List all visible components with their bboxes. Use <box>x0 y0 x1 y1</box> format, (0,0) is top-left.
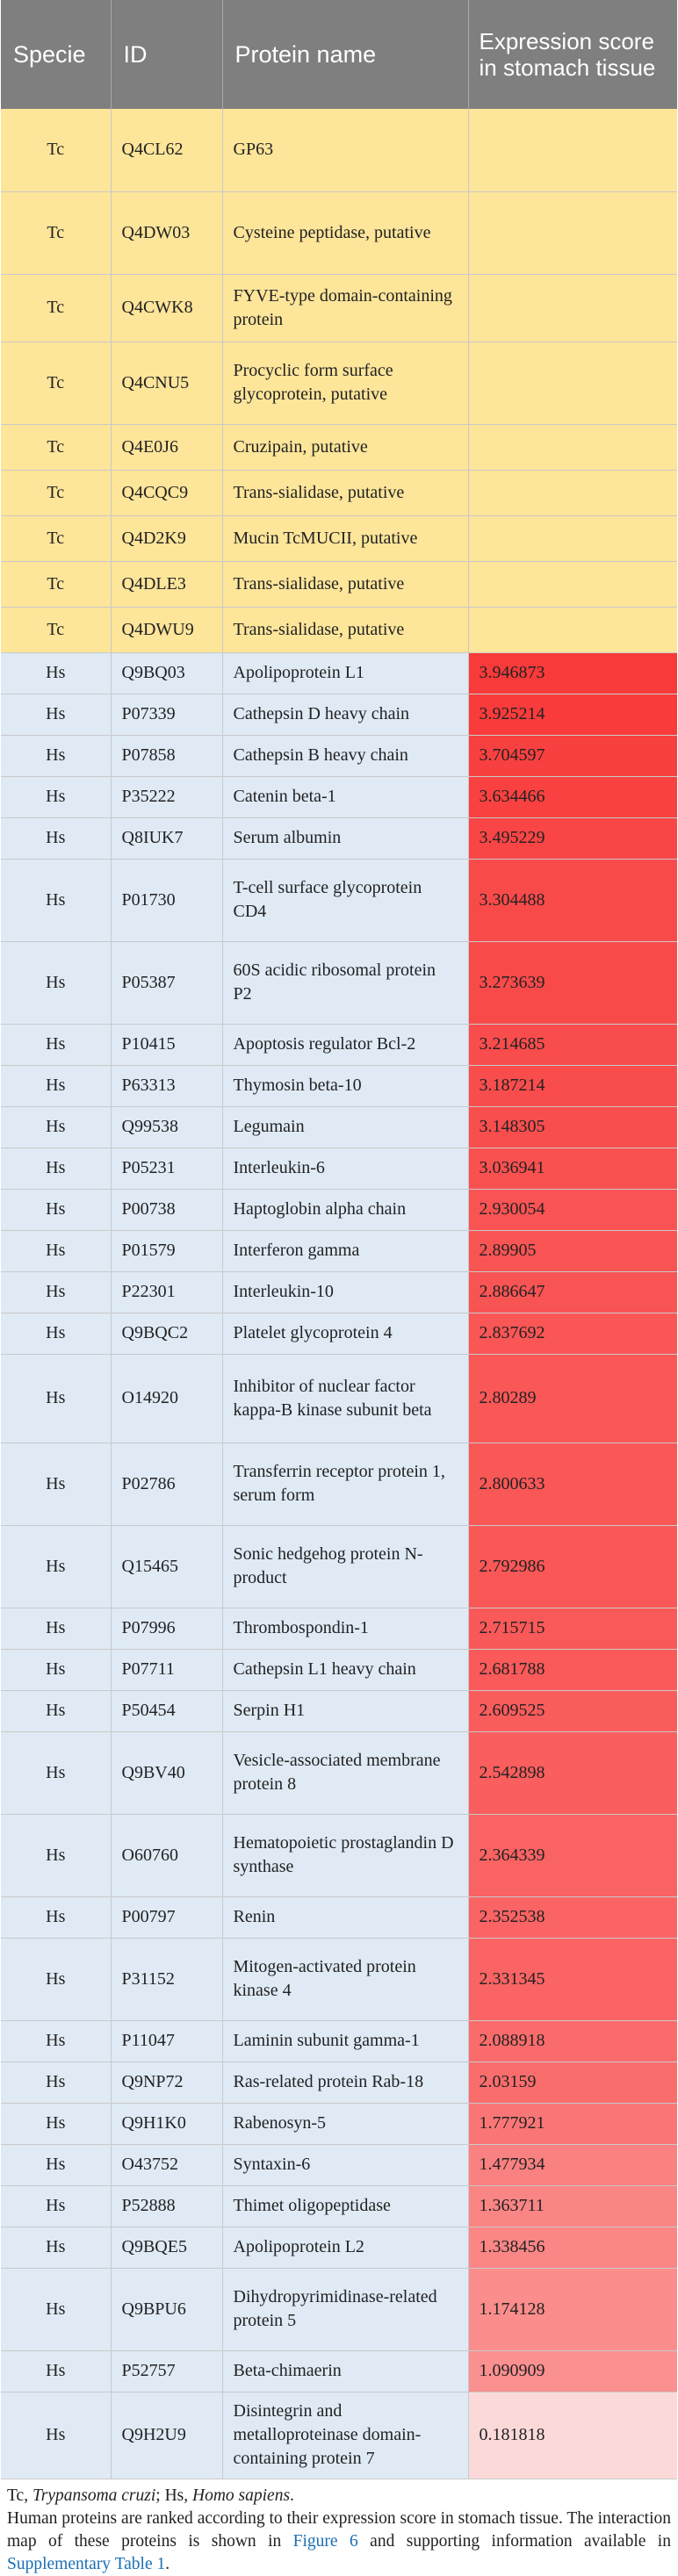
cell-protein-name: FYVE-type domain-containing protein <box>222 274 468 342</box>
cell-score: 1.338456 <box>468 2227 677 2268</box>
protein-table <box>1 0 677 2479</box>
cell-protein-name: Apoptosis regulator Bcl-2 <box>222 1024 468 1065</box>
cell-specie: Hs <box>1 2350 111 2392</box>
cell-id: O43752 <box>111 2144 222 2185</box>
table-body <box>1 109 677 2479</box>
cell-id: P22301 <box>111 1271 222 1313</box>
table-row <box>1 424 677 470</box>
cell-id: P50454 <box>111 1690 222 1731</box>
cell-id: Q9BPU6 <box>111 2268 222 2350</box>
cell-id: Q4CQC9 <box>111 470 222 515</box>
cell-protein-name: Inhibitor of nuclear factor kappa-B kinase subunit beta <box>222 1354 468 1443</box>
cell-protein-name: Thrombospondin-1 <box>222 1608 468 1649</box>
table-row <box>1 1106 677 1148</box>
cell-id: P01730 <box>111 859 222 941</box>
cell-protein-name: Disintegrin and metalloproteinase domain-containing protein 7 <box>222 2392 468 2479</box>
cell-score: 3.704597 <box>468 735 677 776</box>
cell-specie: Hs <box>1 1106 111 1148</box>
table-row <box>1 2185 677 2227</box>
table-row <box>1 2103 677 2144</box>
cell-protein-name: GP63 <box>222 109 468 191</box>
cell-score: 1.363711 <box>468 2185 677 2227</box>
cell-score: 2.80289 <box>468 1354 677 1443</box>
cell-id: Q4DWU9 <box>111 607 222 652</box>
table-row <box>1 776 677 817</box>
cell-protein-name: Beta-chimaerin <box>222 2350 468 2392</box>
cell-protein-name: T-cell surface glycoprotein CD4 <box>222 859 468 941</box>
cell-id: P02786 <box>111 1443 222 1525</box>
cell-specie: Hs <box>1 2392 111 2479</box>
table-row <box>1 470 677 515</box>
cell-protein-name: Legumain <box>222 1106 468 1148</box>
cell-protein-name: Trans-sialidase, putative <box>222 561 468 607</box>
cell-score <box>468 274 677 342</box>
table-row <box>1 2144 677 2185</box>
table-row <box>1 1354 677 1443</box>
cell-protein-name: Platelet glycoprotein 4 <box>222 1313 468 1354</box>
cell-id: P07711 <box>111 1649 222 1690</box>
cell-specie: Hs <box>1 859 111 941</box>
cell-specie: Hs <box>1 776 111 817</box>
cell-score <box>468 342 677 424</box>
cell-id: P63313 <box>111 1065 222 1106</box>
cell-protein-name: Syntaxin-6 <box>222 2144 468 2185</box>
cell-specie: Hs <box>1 1230 111 1271</box>
table-row <box>1 2020 677 2062</box>
cell-protein-name: Transferrin receptor protein 1, serum form <box>222 1443 468 1525</box>
cell-id: Q8IUK7 <box>111 817 222 859</box>
table-row <box>1 1443 677 1525</box>
cell-protein-name: Catenin beta-1 <box>222 776 468 817</box>
table-row <box>1 652 677 694</box>
cell-id: P07858 <box>111 735 222 776</box>
table-row <box>1 1065 677 1106</box>
cell-score: 3.925214 <box>468 694 677 735</box>
cell-score: 3.214685 <box>468 1024 677 1065</box>
cell-id: P07339 <box>111 694 222 735</box>
table-row <box>1 1608 677 1649</box>
header-expression-score: Expression score in stomach tissue <box>468 0 677 109</box>
table-row <box>1 191 677 274</box>
cell-score: 2.03159 <box>468 2062 677 2103</box>
cell-score: 3.273639 <box>468 941 677 1024</box>
caption-note: Human proteins are ranked according to their expression score in stomach tissue. The interaction map of these proteins is shown in Figure 6 and supporting information available in Supplementary Table 1. <box>7 2509 671 2573</box>
cell-protein-name: Serum albumin <box>222 817 468 859</box>
cell-id: Q4CWK8 <box>111 274 222 342</box>
table-row <box>1 1230 677 1271</box>
cell-specie: Hs <box>1 1271 111 1313</box>
cell-specie: Hs <box>1 2144 111 2185</box>
table-row <box>1 2062 677 2103</box>
cell-specie: Hs <box>1 2062 111 2103</box>
cell-id: P05231 <box>111 1148 222 1189</box>
cell-specie: Hs <box>1 1313 111 1354</box>
table-row <box>1 1731 677 1814</box>
cell-specie: Tc <box>1 342 111 424</box>
cell-specie: Tc <box>1 607 111 652</box>
cell-score: 2.800633 <box>468 1443 677 1525</box>
cell-specie: Hs <box>1 817 111 859</box>
cell-protein-name: Interleukin-10 <box>222 1271 468 1313</box>
cell-specie: Hs <box>1 1938 111 2020</box>
cell-protein-name: Cysteine peptidase, putative <box>222 191 468 274</box>
cell-protein-name: Apolipoprotein L1 <box>222 652 468 694</box>
cell-specie: Hs <box>1 2268 111 2350</box>
cell-protein-name: Thimet oligopeptidase <box>222 2185 468 2227</box>
cell-specie: Hs <box>1 1065 111 1106</box>
cell-id: Q9BQE5 <box>111 2227 222 2268</box>
cell-protein-name: Cathepsin B heavy chain <box>222 735 468 776</box>
cell-score <box>468 515 677 561</box>
cell-protein-name: Ras-related protein Rab-18 <box>222 2062 468 2103</box>
cell-score: 2.542898 <box>468 1731 677 1814</box>
cell-id: P52757 <box>111 2350 222 2392</box>
cell-score: 2.930054 <box>468 1189 677 1230</box>
figure-6-link[interactable]: Figure 6 <box>292 2532 358 2551</box>
table-row <box>1 2268 677 2350</box>
cell-specie: Hs <box>1 1608 111 1649</box>
cell-specie: Hs <box>1 1148 111 1189</box>
table-row <box>1 1271 677 1313</box>
cell-score <box>468 424 677 470</box>
cell-protein-name: Haptoglobin alpha chain <box>222 1189 468 1230</box>
table-row <box>1 1649 677 1690</box>
cell-protein-name: Sonic hedgehog protein N-product <box>222 1525 468 1608</box>
cell-score: 2.352538 <box>468 1896 677 1938</box>
cell-protein-name: Renin <box>222 1896 468 1938</box>
cell-specie: Hs <box>1 941 111 1024</box>
cell-specie: Tc <box>1 561 111 607</box>
table-row <box>1 735 677 776</box>
cell-score: 2.609525 <box>468 1690 677 1731</box>
cell-score: 3.304488 <box>468 859 677 941</box>
cell-specie: Tc <box>1 191 111 274</box>
cell-score: 3.036941 <box>468 1148 677 1189</box>
cell-specie: Hs <box>1 2227 111 2268</box>
cell-protein-name: Laminin subunit gamma-1 <box>222 2020 468 2062</box>
hs-species-name: Homo sapiens <box>192 2486 291 2505</box>
cell-protein-name: Apolipoprotein L2 <box>222 2227 468 2268</box>
tc-species-name: Trypansoma cruzi <box>32 2486 156 2505</box>
cell-score: 2.364339 <box>468 1814 677 1896</box>
cell-specie: Hs <box>1 1189 111 1230</box>
cell-protein-name: Interleukin-6 <box>222 1148 468 1189</box>
cell-id: Q9NP72 <box>111 2062 222 2103</box>
cell-specie: Hs <box>1 2020 111 2062</box>
cell-score: 2.792986 <box>468 1525 677 1608</box>
cell-protein-name: Vesicle-associated membrane protein 8 <box>222 1731 468 1814</box>
cell-id: Q99538 <box>111 1106 222 1148</box>
table-row <box>1 1814 677 1896</box>
cell-protein-name: Procyclic form surface glycoprotein, putative <box>222 342 468 424</box>
table-row <box>1 515 677 561</box>
cell-score <box>468 470 677 515</box>
header-protein-name: Protein name <box>222 0 468 109</box>
header-id: ID <box>111 0 222 109</box>
cell-score: 2.331345 <box>468 1938 677 2020</box>
cell-score: 3.495229 <box>468 817 677 859</box>
cell-protein-name: Trans-sialidase, putative <box>222 607 468 652</box>
cell-protein-name: Cruzipain, putative <box>222 424 468 470</box>
table-header <box>1 0 677 109</box>
table-row <box>1 859 677 941</box>
table-row <box>1 1148 677 1189</box>
cell-score: 2.715715 <box>468 1608 677 1649</box>
cell-id: Q9BQ03 <box>111 652 222 694</box>
table-row <box>1 342 677 424</box>
cell-protein-name: Cathepsin D heavy chain <box>222 694 468 735</box>
cell-score: 2.088918 <box>468 2020 677 2062</box>
cell-score <box>468 607 677 652</box>
cell-protein-name: Trans-sialidase, putative <box>222 470 468 515</box>
cell-specie: Tc <box>1 274 111 342</box>
cell-score: 0.181818 <box>468 2392 677 2479</box>
cell-specie: Hs <box>1 735 111 776</box>
cell-id: P11047 <box>111 2020 222 2062</box>
table-row <box>1 694 677 735</box>
table-row <box>1 817 677 859</box>
cell-id: P31152 <box>111 1938 222 2020</box>
cell-specie: Hs <box>1 1731 111 1814</box>
table-row <box>1 941 677 1024</box>
cell-id: P07996 <box>111 1608 222 1649</box>
cell-protein-name: Hematopoietic prostaglandin D synthase <box>222 1814 468 1896</box>
cell-id: Q9BV40 <box>111 1731 222 1814</box>
cell-specie: Hs <box>1 1354 111 1443</box>
caption-abbreviations: Tc, Trypansoma cruzi; Hs, Homo sapiens. <box>7 2486 294 2505</box>
cell-protein-name: Interferon gamma <box>222 1230 468 1271</box>
cell-id: Q9H1K0 <box>111 2103 222 2144</box>
table-row <box>1 1525 677 1608</box>
cell-specie: Tc <box>1 424 111 470</box>
cell-score: 3.634466 <box>468 776 677 817</box>
cell-protein-name: Mucin TcMUCII, putative <box>222 515 468 561</box>
cell-score: 2.681788 <box>468 1649 677 1690</box>
cell-id: Q4CL62 <box>111 109 222 191</box>
cell-id: Q9BQC2 <box>111 1313 222 1354</box>
cell-specie: Hs <box>1 694 111 735</box>
cell-id: Q9H2U9 <box>111 2392 222 2479</box>
cell-id: P05387 <box>111 941 222 1024</box>
cell-id: O60760 <box>111 1814 222 1896</box>
cell-id: P00797 <box>111 1896 222 1938</box>
table-row <box>1 607 677 652</box>
cell-protein-name: Serpin H1 <box>222 1690 468 1731</box>
cell-id: Q4DLE3 <box>111 561 222 607</box>
cell-specie: Hs <box>1 1690 111 1731</box>
cell-protein-name: Mitogen-activated protein kinase 4 <box>222 1938 468 2020</box>
cell-specie: Hs <box>1 1649 111 1690</box>
cell-specie: Hs <box>1 1024 111 1065</box>
cell-id: O14920 <box>111 1354 222 1443</box>
cell-protein-name: Cathepsin L1 heavy chain <box>222 1649 468 1690</box>
cell-protein-name: Dihydropyrimidinase-related protein 5 <box>222 2268 468 2350</box>
cell-id: Q4E0J6 <box>111 424 222 470</box>
cell-specie: Tc <box>1 515 111 561</box>
cell-specie: Tc <box>1 470 111 515</box>
cell-specie: Hs <box>1 1896 111 1938</box>
table-row <box>1 2350 677 2392</box>
cell-id: P52888 <box>111 2185 222 2227</box>
cell-score <box>468 191 677 274</box>
cell-score: 2.89905 <box>468 1230 677 1271</box>
cell-score: 1.090909 <box>468 2350 677 2392</box>
table-row <box>1 109 677 191</box>
table-row <box>1 1189 677 1230</box>
cell-score: 1.477934 <box>468 2144 677 2185</box>
table-row <box>1 274 677 342</box>
cell-protein-name: 60S acidic ribosomal protein P2 <box>222 941 468 1024</box>
cell-score: 1.777921 <box>468 2103 677 2144</box>
table-caption <box>7 2485 671 2576</box>
table-row <box>1 1896 677 1938</box>
cell-score: 3.187214 <box>468 1065 677 1106</box>
table-row <box>1 1024 677 1065</box>
cell-specie: Hs <box>1 1443 111 1525</box>
cell-specie: Tc <box>1 109 111 191</box>
cell-id: P00738 <box>111 1189 222 1230</box>
table-row <box>1 2227 677 2268</box>
table-row <box>1 1938 677 2020</box>
header-specie: Specie <box>1 0 111 109</box>
cell-id: Q4D2K9 <box>111 515 222 561</box>
cell-specie: Hs <box>1 652 111 694</box>
cell-id: P35222 <box>111 776 222 817</box>
cell-score <box>468 109 677 191</box>
cell-id: P10415 <box>111 1024 222 1065</box>
cell-id: Q15465 <box>111 1525 222 1608</box>
table-row <box>1 1313 677 1354</box>
table-row <box>1 2392 677 2479</box>
cell-id: P01579 <box>111 1230 222 1271</box>
cell-id: Q4CNU5 <box>111 342 222 424</box>
cell-specie: Hs <box>1 2103 111 2144</box>
cell-protein-name: Thymosin beta-10 <box>222 1065 468 1106</box>
cell-score: 2.837692 <box>468 1313 677 1354</box>
cell-score: 3.148305 <box>468 1106 677 1148</box>
cell-score: 1.174128 <box>468 2268 677 2350</box>
cell-score <box>468 561 677 607</box>
cell-specie: Hs <box>1 1814 111 1896</box>
cell-score: 2.886647 <box>468 1271 677 1313</box>
supplementary-table-link[interactable]: Supplementary Table 1 <box>7 2555 166 2573</box>
cell-specie: Hs <box>1 1525 111 1608</box>
table-row <box>1 1690 677 1731</box>
cell-protein-name: Rabenosyn-5 <box>222 2103 468 2144</box>
cell-id: Q4DW03 <box>111 191 222 274</box>
cell-score: 3.946873 <box>468 652 677 694</box>
cell-specie: Hs <box>1 2185 111 2227</box>
table-row <box>1 561 677 607</box>
